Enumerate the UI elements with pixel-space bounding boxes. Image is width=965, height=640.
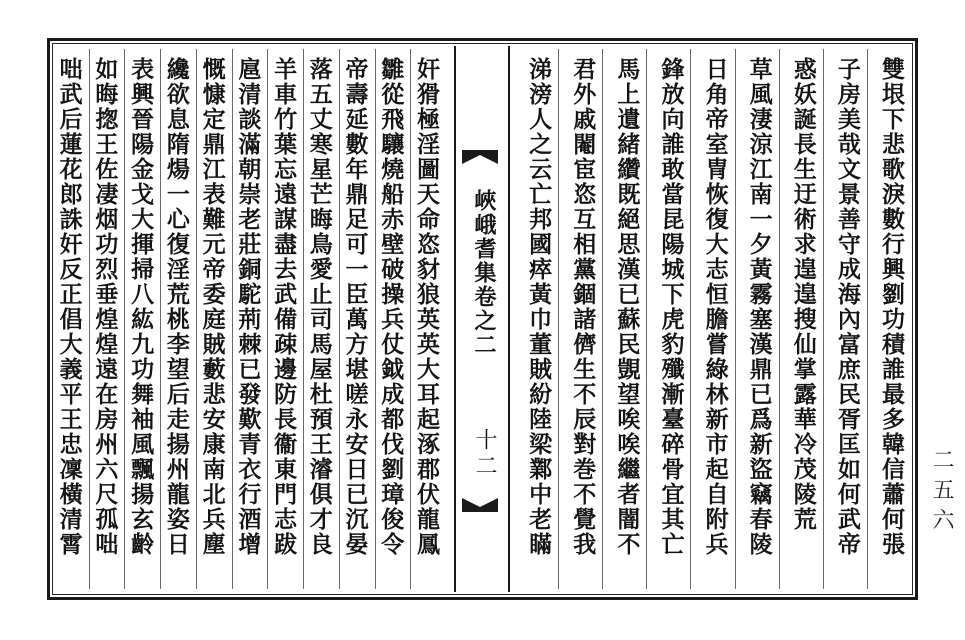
left-text-block: [54, 49, 446, 589]
column-text: 日角帝室冑恢復大志恒膽嘗綠林新市起自附兵: [701, 57, 729, 557]
page-frame: [47, 38, 918, 600]
column-text: 纔欲息隋煬一心復淫荒桃李望后走揚州龍姿日: [162, 57, 190, 557]
column-text: 雛從飛驤燒船赤壁破操兵仗鉞成都伐劉璋俊令: [377, 57, 405, 557]
text-column: [339, 49, 375, 589]
text-column: [303, 49, 339, 589]
column-text: 表興晉陽金戈大揮掃八紘九功舞袖風飄揚玄齡: [127, 57, 155, 557]
text-column: [779, 49, 823, 589]
column-text: 落五丈寒星芒晦鳥愛止司馬屋杜預王濬俱才良: [305, 57, 333, 557]
text-column: [160, 49, 196, 589]
text-column: [267, 49, 303, 589]
folio-number: 十二: [472, 428, 497, 480]
column-text: 馬上遺緒纘既絕思漢已蘇民覬望唉唉繼者闇不: [613, 57, 641, 557]
column-text: 羊車竹葉忘遠謀盡去武備疎邊防長衞東門志跋: [270, 57, 298, 557]
text-column: [375, 49, 411, 589]
text-column: [602, 49, 646, 589]
column-text: 帝壽延數年鼎足可一臣萬方堪嗟永安日已沉晏: [341, 57, 369, 557]
column-text: 子房美哉文景善守成海內富庶民胥匡如何武帝: [833, 57, 861, 557]
text-column: [196, 49, 232, 589]
column-text: 咄武后蓮花郎誅奸反正倡大義平王忠凜橫清霄: [55, 57, 83, 557]
text-column: [124, 49, 160, 589]
column-text: 雙垠下悲歌淚數行興劉功積誰最多韓信蕭何張: [878, 57, 905, 557]
column-text: 鋒放向誰敢當昆陽城下虎豹殲漸臺碎骨宜其亡: [657, 57, 685, 557]
fish-tail-top-mark: [462, 150, 498, 164]
text-column: [823, 49, 867, 589]
center-fold-strip: [454, 46, 510, 592]
book-title: 峽峨耆集卷之二: [471, 189, 497, 357]
text-column: [410, 49, 446, 589]
page-number: 二五六: [929, 448, 954, 538]
right-text-block: [515, 49, 911, 589]
column-text: 草風淒涼江南一夕黃霧塞漢鼎已爲新盜竊春陵: [745, 57, 773, 557]
text-column: [646, 49, 690, 589]
text-column: [232, 49, 268, 589]
column-text: 扈清談滿朝崇老莊銅駝荊棘已發歎青衣行酒增: [234, 57, 262, 557]
text-column: [515, 49, 558, 589]
column-text: 奸猾極淫圖天命恣豺狼英英大耳起涿郡伏龍鳳: [413, 57, 440, 557]
text-column: [735, 49, 779, 589]
column-text: 君外戚閹宦恣互相黨錮諸儕生不辰對巻不覺我: [569, 57, 597, 557]
column-text: 慨慷定鼎江表難元帝委庭賊藪悲安康南北兵塵: [198, 57, 226, 557]
text-column: [54, 49, 89, 589]
text-column: [89, 49, 125, 589]
column-text: 涕滂人之云亡邦國瘁黃巾董賊紛陸梁鄴中老瞞: [525, 57, 553, 557]
text-column: [690, 49, 734, 589]
text-column: [558, 49, 602, 589]
column-text: 如晦揔王佐凄烟功烈垂煌煌遠在房州六尺孤咄: [91, 57, 119, 557]
text-column: [867, 49, 911, 589]
column-text: 惑妖誕長生迂術求遑遑搜仙掌露華冷茂陵荒: [789, 57, 817, 532]
fish-tail-bottom-mark: [462, 498, 498, 512]
